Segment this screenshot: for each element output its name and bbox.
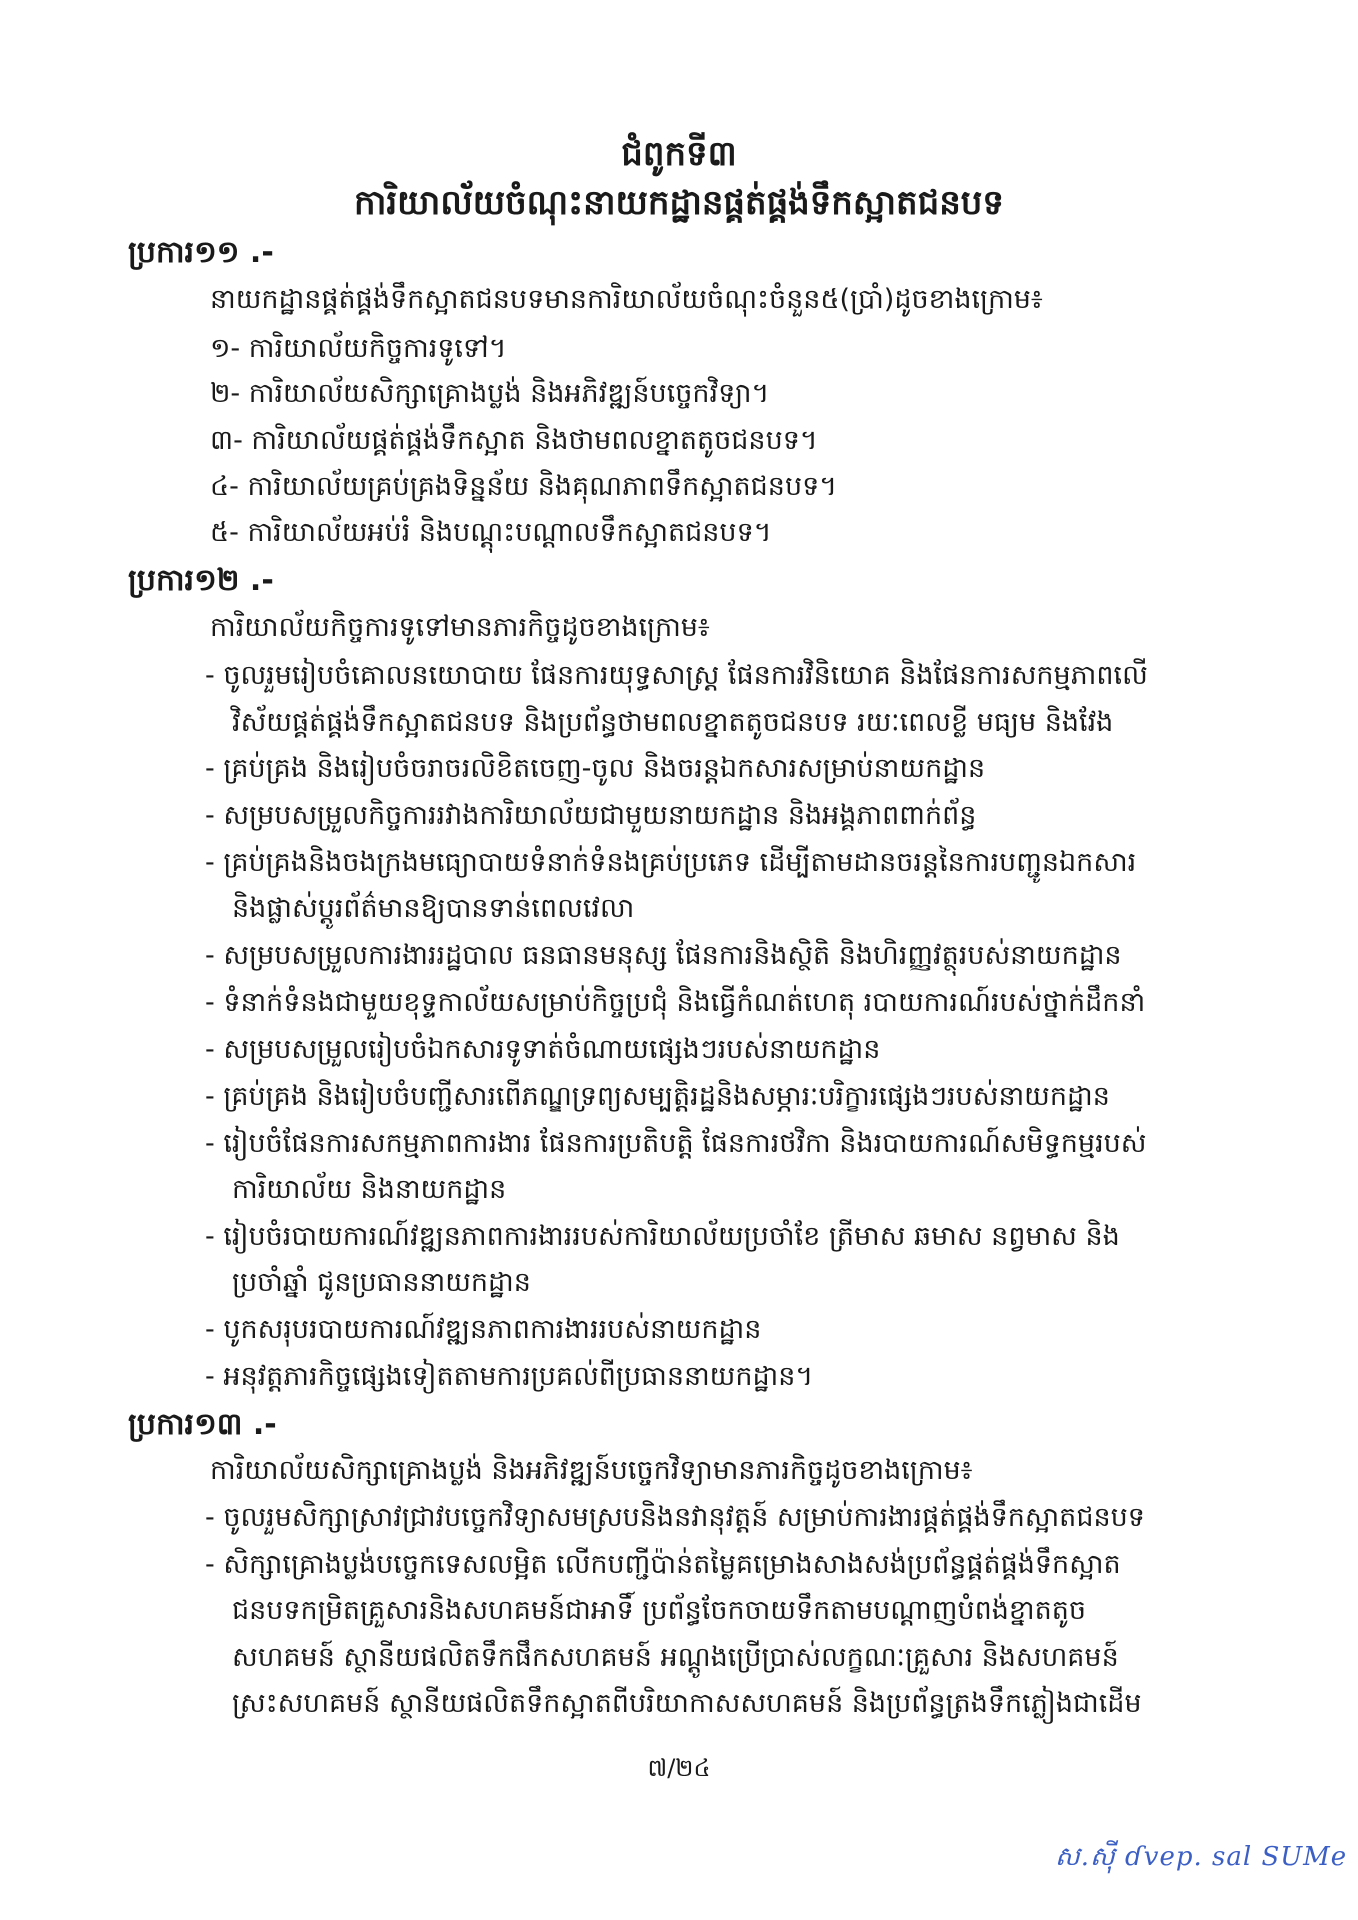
article-12-line: និងផ្លាស់ប្តូរព័ត៌មានឱ្យបានទាន់ពេលវេលា xyxy=(232,893,635,924)
section-title: ការិយាល័យចំណុះនាយកដ្ឋានផ្គត់ផ្គង់ទឹកស្អាតជនបទ xyxy=(354,183,1004,223)
article-11-item-3: ៣- ការិយាល័យផ្គត់ផ្គង់ទឹកស្អាត និងថាមពលខ្នាតតូចជនបទ។ xyxy=(210,425,818,456)
article-12-line: - ទំនាក់ទំនងជាមួយខុទ្ទកាល័យសម្រាប់កិច្ចប្រជុំ និងធ្វើកំណត់ហេតុ របាយការណ៍របស់ថ្នាក់ដឹកនាំ xyxy=(205,987,1146,1018)
article-12-line: វិស័យផ្គត់ផ្គង់ទឹកស្អាតជនបទ និងប្រព័ន្ធថាមពលខ្នាតតូចជនបទ រយៈពេលខ្លី មធ្យម និងវែង xyxy=(232,707,1114,738)
article-12-line: - រៀបចំរបាយការណ៍វឌ្ឍនភាពការងាររបស់ការិយាល័យប្រចាំខែ ត្រីមាស ឆមាស នព្វមាស និង xyxy=(205,1221,1120,1252)
article-12-line: - គ្រប់គ្រង និងរៀបចំចរាចរលិខិតចេញ-ចូល និងចរន្តឯកសារសម្រាប់នាយកដ្ឋាន xyxy=(205,753,986,784)
article-11-item-2: ២- ការិយាល័យសិក្សាគ្រោងប្លង់ និងអភិវឌ្ឍន៍បច្ចេកវិទ្យា។ xyxy=(210,378,770,409)
article-12-line: - គ្រប់គ្រងនិងចងក្រងមធ្យោបាយទំនាក់ទំនងគ្រប់ប្រភេទ ដើម្បីតាមដានចរន្តនៃការបញ្ជូនឯកសារ xyxy=(205,847,1137,878)
article-12-intro: ការិយាល័យកិច្ចការទូទៅមានភារកិច្ចដូចខាងក្រោម៖ xyxy=(210,612,710,643)
article-12-line: - សម្របសម្រួលរៀបចំឯកសារទូទាត់ចំណាយផ្សេងៗរបស់នាយកដ្ឋាន xyxy=(205,1034,881,1065)
article-12-line: - បូកសរុបរបាយការណ៍វឌ្ឍនភាពការងាររបស់នាយកដ្ឋាន xyxy=(205,1314,762,1345)
article-12-line: - សម្របសម្រួលកិច្ចការរវាងការិយាល័យជាមួយនាយកដ្ឋាន និងអង្គភាពពាក់ព័ន្ធ xyxy=(205,800,977,831)
article-11-item-1: ១- ការិយាល័យកិច្ចការទូទៅ។ xyxy=(210,333,507,364)
article-11-heading: ប្រការ១១ .- xyxy=(128,235,274,270)
article-12-line: - សម្របសម្រួលការងាររដ្ឋបាល ធនធានមនុស្ស ផែនការនិងស្ថិតិ និងហិរញ្ញវត្ថុរបស់នាយកដ្ឋាន xyxy=(205,940,1122,971)
article-12-line: - ចូលរួមរៀបចំគោលនយោបាយ ផែនការយុទ្ធសាស្ត្រ ផែនការវិនិយោគ និងផែនការសកម្មភាពលើ xyxy=(205,660,1148,691)
article-13-intro: ការិយាល័យសិក្សាគ្រោងប្លង់ និងអភិវឌ្ឍន៍បច្ចេកវិទ្យាមានភារកិច្ចដូចខាងក្រោម៖ xyxy=(210,1455,973,1486)
article-12-line: - អនុវត្តភារកិច្ចផ្សេងទៀតតាមការប្រគល់ពីប្រធាននាយកដ្ឋាន។ xyxy=(205,1361,814,1392)
article-13-line: - សិក្សាគ្រោងប្លង់បច្ចេកទេសលម្អិត លើកបញ្ជីប៉ាន់តម្លៃគម្រោងសាងសង់ប្រព័ន្ធផ្គត់ផ្គង់ទឹកស្អាត xyxy=(205,1549,1121,1580)
article-12-line: ប្រចាំឆ្នាំ ជូនប្រធាននាយកដ្ឋាន xyxy=(232,1267,531,1298)
article-11-item-4: ៤- ការិយាល័យគ្រប់គ្រងទិន្នន័យ និងគុណភាពទឹកស្អាតជនបទ។ xyxy=(210,471,838,502)
article-13-line: - ចូលរួមសិក្សាស្រាវជ្រាវបច្ចេកវិទ្យាសមស្របនិងនវានុវត្តន៍ សម្រាប់ការងារផ្គត់ផ្គង់ទឹកស្អាតជនបទ xyxy=(205,1502,1145,1533)
handwritten-signature: ស.ស៊ី ɗvep. sal SUMe xyxy=(1055,1842,1348,1872)
article-12-line: ការិយាល័យ និងនាយកដ្ឋាន xyxy=(232,1174,507,1205)
article-12-heading: ប្រការ១២ .- xyxy=(128,563,274,598)
article-11-item-5: ៥- ការិយាល័យអប់រំ និងបណ្តុះបណ្តាលទឹកស្អាតជនបទ។ xyxy=(210,517,772,548)
article-13-line: ជនបទកម្រិតគ្រួសារនិងសហគមន៍ជាអាទិ៍ ប្រព័ន្ធចែកចាយទឹកតាមបណ្តាញបំពង់ខ្នាតតូច xyxy=(232,1595,1087,1626)
article-11-intro: នាយកដ្ឋានផ្គត់ផ្គង់ទឹកស្អាតជនបទមានការិយាល័យចំណុះចំនួន៥(ប្រាំ)ដូចខាងក្រោម៖ xyxy=(210,284,1043,315)
article-12-line: - គ្រប់គ្រង និងរៀបចំបញ្ជីសារពើភណ្ឌទ្រព្យសម្បត្តិរដ្ឋនិងសម្ភារៈបរិក្ខារផ្សេងៗរបស់នាយកដ្ឋាន xyxy=(205,1081,1110,1112)
article-13-line: សហគមន៍ ស្ថានីយផលិតទឹកផឹកសហគមន៍ អណ្តូងប្រើប្រាស់លក្ខណៈគ្រួសារ និងសហគមន៍ xyxy=(232,1642,1119,1673)
article-12-line: - រៀបចំផែនការសកម្មភាពការងារ ផែនការប្រតិបត្តិ ផែនការថវិកា និងរបាយការណ៍សមិទ្ធកម្មរបស់ xyxy=(205,1128,1147,1159)
chapter-title: ជំពូកទី៣ xyxy=(621,134,737,174)
article-13-heading: ប្រការ១៣ .- xyxy=(128,1407,277,1442)
article-13-line: ស្រះសហគមន៍ ស្ថានីយផលិតទឹកស្អាតពីបរិយាកាសសហគមន៍ និងប្រព័ន្ធត្រងទឹកភ្លៀងជាដើម xyxy=(232,1688,1142,1719)
page-number: ៧/២៤ xyxy=(647,1754,711,1782)
